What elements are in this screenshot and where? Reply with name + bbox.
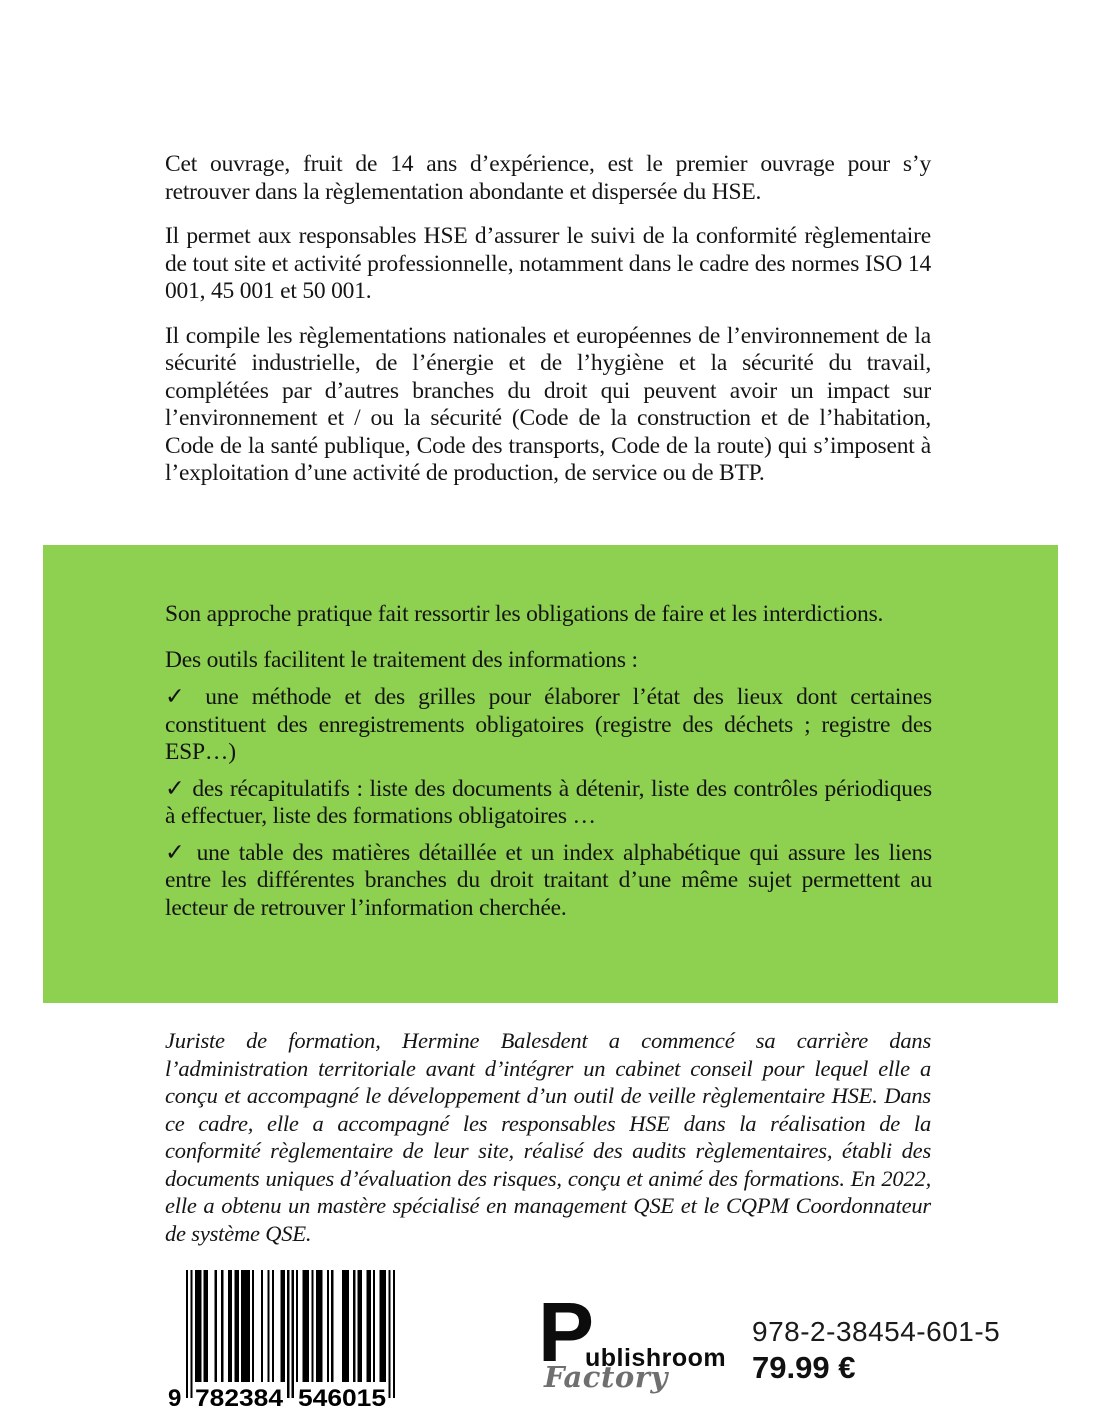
highlight-subtitle: Des outils facilitent le traitement des informations : [165,646,638,673]
highlight-lead: Son approche pratique fait ressortir les obligations de faire et les interdictions. [165,601,884,627]
intro-paragraph: Il permet aux responsables HSE d’assurer le suivi de la conformité règlementaire de tout site et activité professionnelle, notamment dans le cadre des normes ISO 14 001, 45 001 et 50 001. [165,223,931,304]
publisher-logo-name: ublishroom [585,1344,727,1372]
author-bio [165,1027,931,1247]
publisher-logo [538,1285,738,1416]
isbn-text: 978-2-38454-601-5 [752,1316,1001,1347]
barcode-digits-left: 782384 [195,1385,284,1408]
intro-paragraph: Il compile les règlementations nationales et européennes de l’environnement de la sécurité industrielle, de l’énergie et de l’hygiène et la sécurité du travail, complétées par d’autres branches du droit qui peuvent avoir un impact sur l’environnement et / ou la sécurité (Code de la construction et de l’habitation, Code de la santé publique, Code des transports, Code de la route) qui s’imposent à l’exploitation d’une activité de production, de service ou de BTP. [165,322,931,486]
checklist-item: ✓ une méthode et des grilles pour élaborer l’état des lieux dont certaines constituent des enregistrements obligatoires (registre des déchets ; registre des ESP…) [165,684,932,765]
author-bio-text: Juriste de formation, Hermine Balesdent a commencé sa carrière dans l’administration territoriale avant d’intégrer un cabinet conseil pour lequel elle a conçu et accompagné le développement d’un outil de veille règlementaire HSE. Dans ce cadre, elle a accompagné les responsables HSE dans la réalisation de la conformité règlementaire de leur site, réalisé des audits règlementaires, établi des documents uniques d’évaluation des risques, conçu et animé des formations. En 2022, elle a obtenu un mastère spécialisé en management QSE et le CQPM Coordonnateur de système QSE. [165,1028,931,1246]
price-text: 79.99 € [752,1350,856,1385]
intro-section [165,151,931,505]
publisher-logo-factory: Factory [544,1360,668,1394]
barcode [160,1268,405,1408]
checklist-item: ✓ des récapitulatifs : liste des documents à détenir, liste des contrôles périodiques à effectuer, liste des formations obligatoires … [165,775,932,829]
intro-paragraph: Cet ouvrage, fruit de 14 ans d’expérience, est le premier ouvrage pour s’y retrouver dans la règlementation abondante et dispersée du HSE. [165,151,931,205]
highlight-panel [43,545,1058,1003]
barcode-digit-first: 9 [168,1385,182,1408]
barcode-bars [160,1268,405,1408]
publisher-logo-initial: P [538,1285,595,1379]
barcode-digits-right: 546015 [298,1385,386,1408]
checklist-item: ✓ une table des matières détaillée et un index alphabétique qui assure les liens entre les différentes branches du droit traitant d’une même sujet permettent au lecteur de retrouver l’information cherchée. [165,839,932,921]
